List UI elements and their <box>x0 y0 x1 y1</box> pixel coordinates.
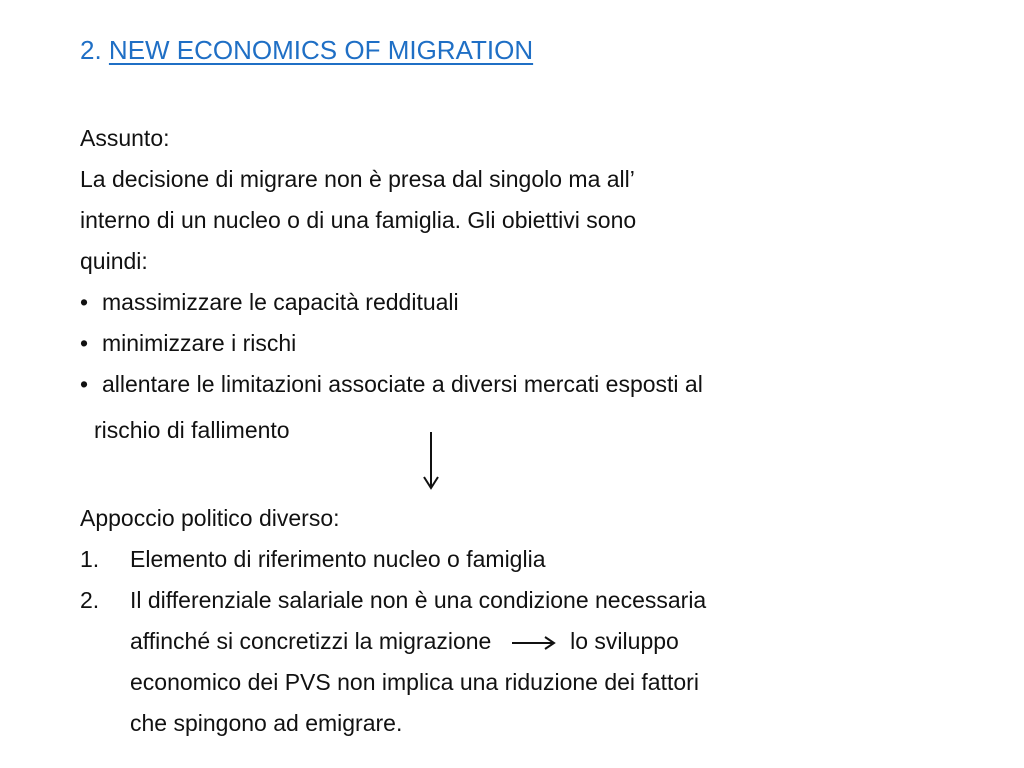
bullet-symbol: • <box>80 330 89 356</box>
bullet-item-3 <box>80 364 960 405</box>
bullet-symbol: • <box>80 289 89 315</box>
intro-line-3: quindi: <box>80 248 148 274</box>
slide-title <box>80 32 533 68</box>
bullet-text: minimizzare i rischi <box>102 330 297 356</box>
approach-heading: Appoccio politico diverso: <box>80 505 340 531</box>
intro-line-1: La decisione di migrare non è presa dal singolo ma all’ <box>80 166 635 192</box>
numbered-item-2-line-2 <box>80 621 960 662</box>
numbered-item-2-line-3: economico dei PVS non implica una riduzione dei fattori <box>130 669 699 695</box>
intro-heading: Assunto: <box>80 125 170 151</box>
item-text-before-arrow: affinché si concretizzi la migrazione <box>130 628 492 654</box>
bullet-item-3-continuation: rischio di fallimento <box>94 417 290 443</box>
bullet-item-1 <box>80 282 960 323</box>
intro-line-2: interno di un nucleo o di una famiglia. Gli obiettivi sono <box>80 207 637 233</box>
bullet-text: allentare le limitazioni associate a diversi mercati esposti al <box>102 371 703 397</box>
item-text-after-arrow: lo sviluppo <box>570 628 679 654</box>
numbered-item-1 <box>80 539 960 580</box>
item-text: Elemento di riferimento nucleo o famiglia <box>130 546 546 572</box>
bullet-symbol: • <box>80 371 89 397</box>
title-number: 2. <box>80 35 102 65</box>
item-text: Il differenziale salariale non è una condizione necessaria <box>130 587 707 613</box>
bullet-text: massimizzare le capacità reddituali <box>102 289 459 315</box>
arrow-right-icon <box>512 636 556 650</box>
title-link[interactable]: NEW ECONOMICS OF MIGRATION <box>108 35 534 65</box>
spacer <box>80 451 960 498</box>
bullet-item-2 <box>80 323 960 364</box>
item-number: 1. <box>80 546 100 572</box>
slide-body <box>80 118 960 744</box>
numbered-item-2 <box>80 580 960 621</box>
arrow-down-icon <box>422 432 440 490</box>
item-number: 2. <box>80 587 100 613</box>
numbered-item-2-line-4: che spingono ad emigrare. <box>130 710 403 736</box>
